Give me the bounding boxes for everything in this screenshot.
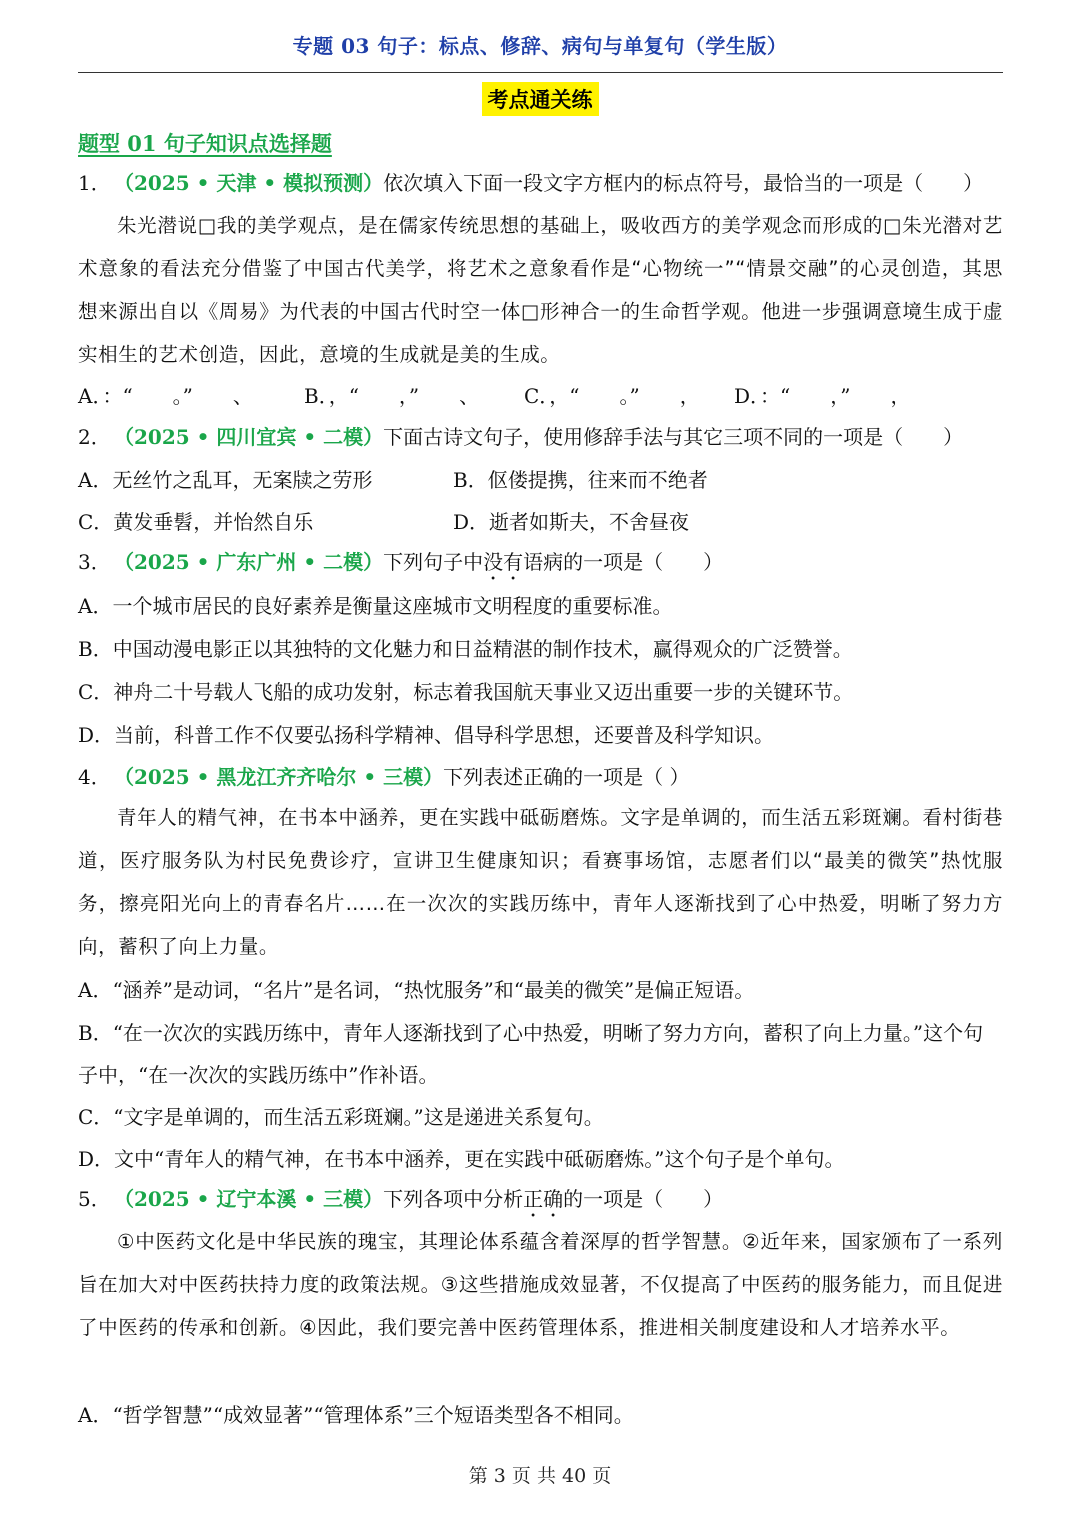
option-a: A．一个城市居民的良好素养是衡量这座城市文明程度的重要标准。 <box>78 594 673 618</box>
question-2-options-row-2 <box>78 507 1003 537</box>
question-number: 2． <box>78 425 111 449</box>
question-text: 依次填入下面一段文字方框内的标点符号，最恰当的一项是（ ） <box>383 171 984 195</box>
option-b: B．，“ ，” 、 <box>304 384 480 408</box>
option-a: A．无丝竹之乱耳，无案牍之劳形 <box>78 468 373 492</box>
option-c: C．神舟二十号载人飞船的成功发射，标志着我国航天事业又迈出重要一步的关键环节。 <box>78 680 854 704</box>
question-text: 下面古诗文句子，使用修辞手法与其它三项不同的一项是（ ） <box>383 425 964 449</box>
question-2-stem <box>78 422 1003 452</box>
question-type-title: 题型 01 句子知识点选择题 <box>78 131 332 156</box>
option-a: A．“涵养”是动词，“名片”是名词，“热忱服务”和“最美的微笑”是偏正短语。 <box>78 978 755 1002</box>
question-text-pre: 下列句子中 <box>383 550 484 574</box>
option-c: C．“文字是单调的，而生活五彩斑斓。”这是递进关系复句。 <box>78 1105 604 1129</box>
option-c: C．，“ 。” ， <box>524 384 700 408</box>
question-number: 1． <box>78 171 111 195</box>
question-5-stem <box>78 1184 1003 1222</box>
question-source: （2025 • 四川宜宾 • 二模） <box>114 425 384 449</box>
question-1-passage: 朱光潜说□我的美学观点，是在儒家传统思想的基础上，吸收西方的美学观念而形成的□朱光潜对艺术意象的看法充分借鉴了中国古代美学，将艺术之意象看作是“心物统一”“情景交融”的心灵创造，其思想来源出自以《周易》为代表的中国古代时空一体□形神合一的生命哲学观。他进一步强调意境生成于虚实相生的艺术创造，因此，意境的生成就是美的生成。 <box>78 214 1003 366</box>
question-3-stem <box>78 547 1003 585</box>
page-number: 第 3 页 共 40 页 <box>468 1465 612 1487</box>
question-source: （2025 • 黑龙江齐齐哈尔 • 三模） <box>114 765 444 789</box>
question-text: 下列表述正确的一项是（ ） <box>443 765 690 789</box>
section-title-wrap <box>0 82 1080 116</box>
section-title: 考点通关练 <box>482 82 599 116</box>
question-source: （2025 • 辽宁本溪 • 三模） <box>114 1187 384 1211</box>
question-text-pre: 下列各项中分析 <box>383 1187 524 1211</box>
question-text-post: 的一项是（ ） <box>563 1187 724 1211</box>
question-text-emphasis: 正确 <box>523 1187 564 1211</box>
option-d: D．当前，科普工作不仅要弘扬科学精神、倡导科学思想，还要普及科学知识。 <box>78 723 775 747</box>
option-d: D．：“ ，” ， <box>734 384 911 408</box>
option-a: A．：“ 。” 、 <box>78 384 253 408</box>
option-a: A．“哲学智慧”“成效显著”“管理体系”三个短语类型各不相同。 <box>78 1403 634 1427</box>
option-b: B．伛偻提携，往来而不绝者 <box>453 468 708 492</box>
option-b: B．“在一次次的实践历练中，青年人逐渐找到了心中热爱，明晰了努力方向，蓄积了向上力量。”这个句子中，“在一次次的实践历练中”作补语。 <box>78 1021 984 1087</box>
question-number: 5． <box>78 1187 111 1211</box>
question-2-options-row-1 <box>78 465 1003 495</box>
header-divider <box>78 72 1003 73</box>
question-number: 4． <box>78 765 111 789</box>
option-d: D．逝者如斯夫，不舍昼夜 <box>453 510 690 534</box>
question-4-passage: 青年人的精气神，在书本中涵养，更在实践中砥砺磨炼。文字是单调的，而生活五彩斑斓。看村街巷道，医疗服务队为村民免费诊疗，宣讲卫生健康知识；看赛事场馆，志愿者们以“最美的微笑”热忱服务，擦亮阳光向上的青春名片……在一次次的实践历练中，青年人逐渐找到了心中热爱，明晰了努力方向，蓄积了向上力量。 <box>78 806 1003 958</box>
option-c: C．黄发垂髫，并怡然自乐 <box>78 510 314 534</box>
question-source: （2025 • 天津 • 模拟预测） <box>114 171 384 195</box>
question-text-post: 语病的一项是（ ） <box>523 550 724 574</box>
header-title: 专题 03 句子：标点、修辞、病句与单复句（学生版） <box>292 34 788 58</box>
question-source: （2025 • 广东广州 • 二模） <box>114 550 384 574</box>
question-5-passage: ①中医药文化是中华民族的瑰宝，其理论体系蕴含着深厚的哲学智慧。②近年来，国家颁布了一系列旨在加大对中医药扶持力度的政策法规。③这些措施成效显著，不仅提高了中医药的服务能力，而且促进了中医药的传承和创新。④因此，我们要完善中医药管理体系，推进相关制度建设和人才培养水平。 <box>78 1230 1003 1339</box>
question-1-options <box>78 381 1003 411</box>
question-4-stem <box>78 762 1003 792</box>
question-1-stem <box>78 168 1003 198</box>
option-d: D．文中“青年人的精气神，在书本中涵养，更在实践中砥砺磨炼。”这个句子是个单句。 <box>78 1147 845 1171</box>
option-b: B．中国动漫电影正以其独特的文化魅力和日益精湛的制作技术，赢得观众的广泛赞誉。 <box>78 637 853 661</box>
question-text-emphasis: 没有 <box>483 550 524 574</box>
question-number: 3． <box>78 550 111 574</box>
